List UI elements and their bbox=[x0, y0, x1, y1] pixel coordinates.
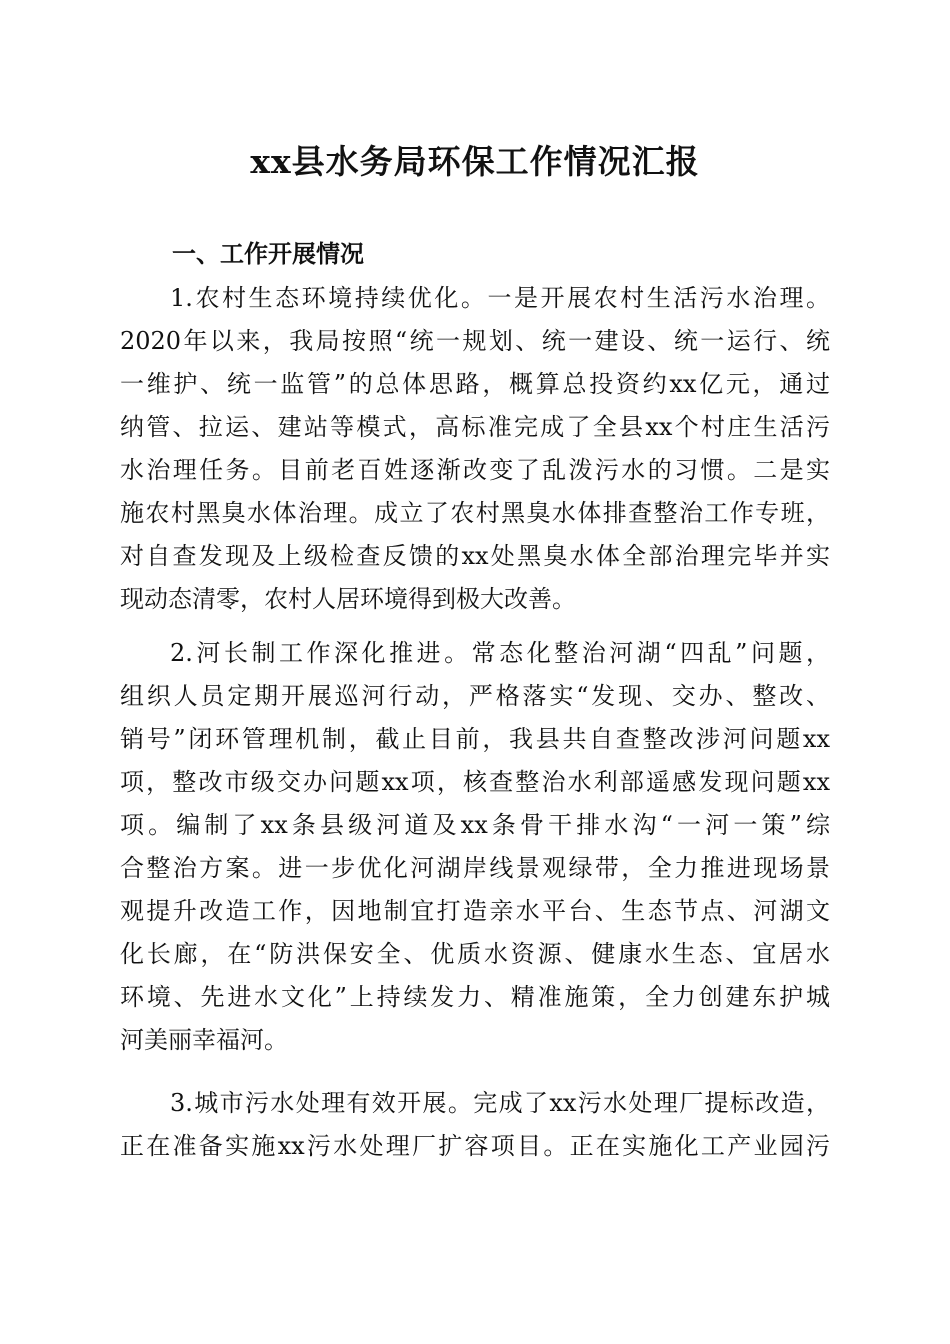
paragraph-line: 河美丽幸福河。 bbox=[120, 1026, 288, 1054]
paragraph-line: 水治理任务。目前老百姓逐渐改变了乱泼污水的习惯。二是实 bbox=[120, 456, 830, 484]
paragraph-line: 正在准备实施xx污水处理厂扩容项目。正在实施化工产业园污 bbox=[120, 1132, 830, 1160]
paragraph-line: 纳管、拉运、建站等模式，高标准完成了全县xx个村庄生活污 bbox=[120, 413, 830, 441]
paragraph-line: 施农村黑臭水体治理。成立了农村黑臭水体排查整治工作专班， bbox=[120, 499, 830, 527]
paragraph-line: 项。编制了xx条县级河道及xx条骨干排水沟“一河一策”综 bbox=[120, 811, 830, 839]
paragraph-rural-ecology bbox=[120, 277, 830, 621]
paragraph-line: 1.农村生态环境持续优化。一是开展农村生活污水治理。 bbox=[170, 284, 830, 312]
paragraph-line: 销号”闭环管理机制，截止目前，我县共自查整改涉河问题xx bbox=[120, 725, 830, 753]
paragraph-line: 环境、先进水文化”上持续发力、精准施策，全力创建东护城 bbox=[120, 983, 830, 1011]
paragraph-line: 项，整改市级交办问题xx项，核查整治水利部遥感发现问题xx bbox=[120, 768, 830, 796]
paragraph-river-chief bbox=[120, 632, 830, 1062]
paragraph-line: 观提升改造工作，因地制宜打造亲水平台、生态节点、河湖文 bbox=[120, 897, 830, 925]
paragraph-line: 合整治方案。进一步优化河湖岸线景观绿带，全力推进现场景 bbox=[120, 854, 830, 882]
section-heading: 一、工作开展情况 bbox=[172, 240, 364, 268]
paragraph-line: 现动态清零，农村人居环境得到极大改善。 bbox=[120, 585, 576, 613]
paragraph-line: 组织人员定期开展巡河行动，严格落实“发现、交办、整改、 bbox=[120, 682, 830, 710]
paragraph-line: 对自查发现及上级检查反馈的xx处黑臭水体全部治理完毕并实 bbox=[120, 542, 830, 570]
paragraph-line: 3.城市污水处理有效开展。完成了xx污水处理厂提标改造， bbox=[170, 1089, 830, 1117]
paragraph-line: 化长廊，在“防洪保安全、优质水资源、健康水生态、宜居水 bbox=[120, 940, 830, 968]
paragraph-line: 2020年以来，我局按照“统一规划、统一建设、统一运行、统 bbox=[120, 327, 830, 355]
paragraph-urban-sewage bbox=[120, 1082, 830, 1168]
paragraph-line: 一维护、统一监管”的总体思路，概算总投资约xx亿元，通过 bbox=[120, 370, 830, 398]
document-title: xx县水务局环保工作情况汇报 bbox=[250, 142, 700, 181]
paragraph-line: 2.河长制工作深化推进。常态化整治河湖“四乱”问题， bbox=[170, 639, 830, 667]
